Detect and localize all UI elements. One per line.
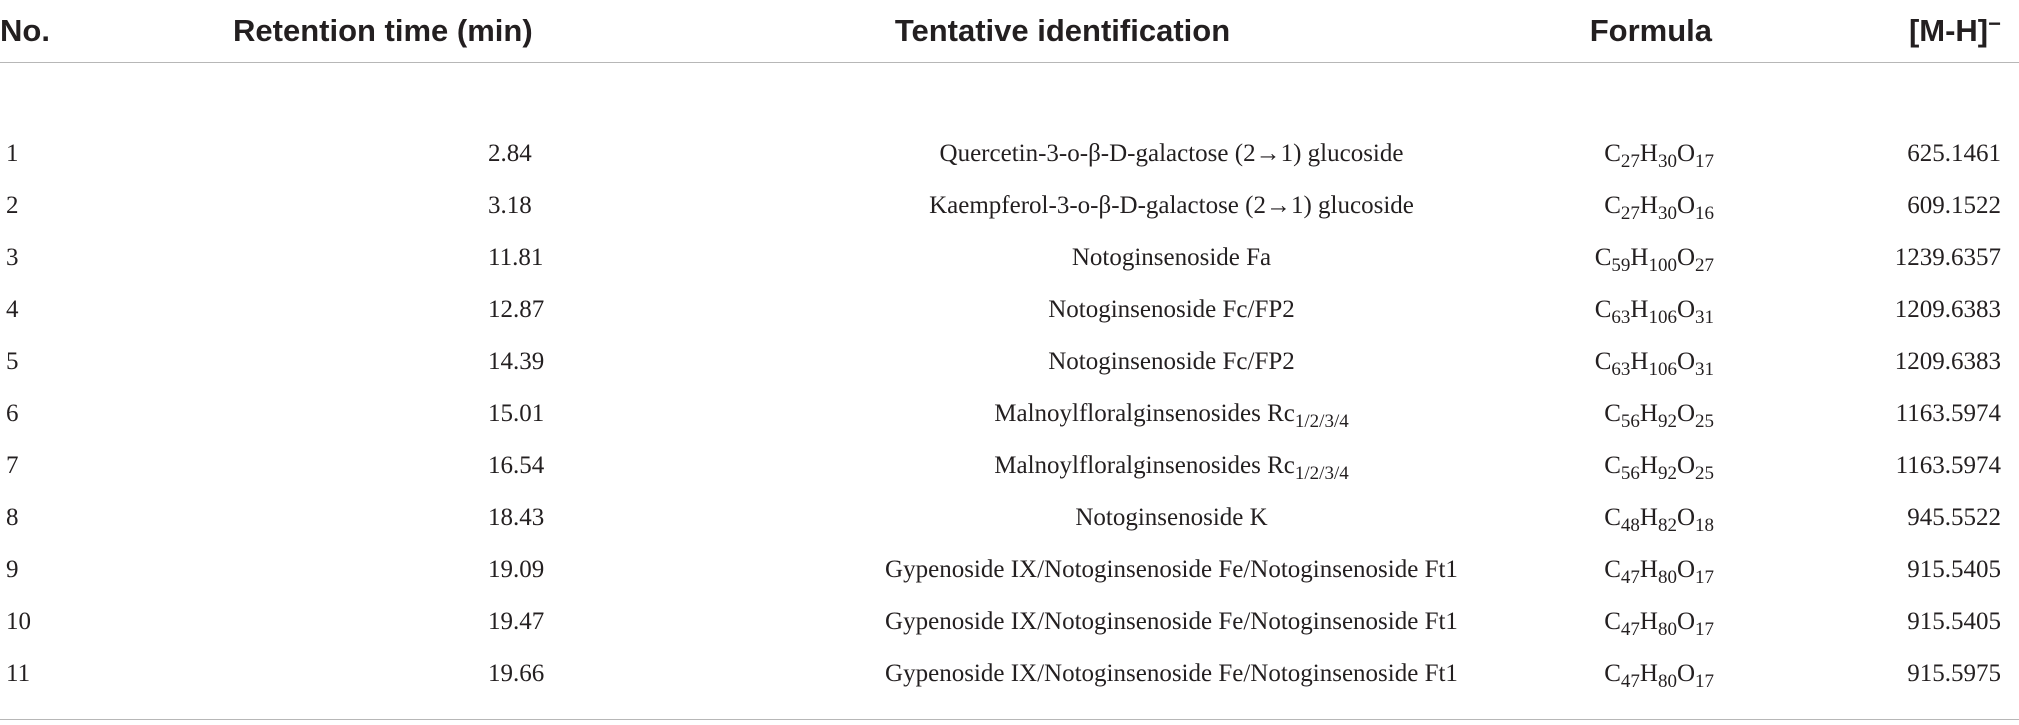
formula-subscript: 31 — [1695, 359, 1714, 380]
cell-retention-time: 11.81 — [488, 244, 544, 271]
cell-identification — [620, 284, 1505, 336]
cell-retention-time: 18.43 — [488, 504, 545, 531]
identification-text: Notoginsenoside K — [1075, 504, 1268, 531]
cell-formula — [1505, 648, 1824, 700]
formula-element: H — [1630, 348, 1649, 375]
cell-retention-time: 19.47 — [488, 608, 545, 635]
formula-element: C — [1604, 608, 1621, 635]
table-row — [0, 128, 2019, 180]
formula-element: C — [1604, 400, 1621, 427]
identification-text: Notoginsenoside Fc/FP2 — [1048, 296, 1295, 323]
identification-subscript: 1/2/3/4 — [1294, 411, 1349, 432]
table-row — [0, 596, 2019, 648]
identification-text: Notoginsenoside Fa — [1071, 244, 1272, 271]
table-bottom-rule — [0, 719, 2019, 720]
formula-subscript: 80 — [1657, 567, 1677, 588]
cell-number: 2 — [6, 192, 19, 219]
formula-element: C — [1594, 296, 1612, 323]
cell-identification — [620, 180, 1505, 232]
formula-element: O — [1676, 244, 1695, 271]
cell-identification — [620, 544, 1505, 596]
formula-subscript: 92 — [1657, 411, 1677, 432]
cell-formula — [1505, 232, 1824, 284]
formula-element: H — [1639, 452, 1658, 479]
formula-subscript: 80 — [1657, 619, 1677, 640]
formula-element: C — [1594, 348, 1612, 375]
cell-mh-value: 945.5522 — [1907, 504, 2001, 531]
cell-identification — [620, 232, 1505, 284]
table-row — [0, 284, 2019, 336]
formula-subscript: 80 — [1657, 671, 1677, 692]
formula-element: O — [1676, 504, 1695, 531]
cell-identification — [620, 336, 1505, 388]
cell-number: 9 — [6, 556, 19, 583]
cell-retention-time: 14.39 — [488, 348, 545, 375]
cell-retention-time: 3.18 — [488, 192, 532, 219]
cell-mh-value: 1239.6357 — [1894, 244, 2001, 271]
formula-subscript: 56 — [1620, 463, 1640, 484]
formula-element: C — [1604, 504, 1621, 531]
cell-mh-value: 1163.5974 — [1895, 452, 2001, 479]
identification-text: Gypenoside IX/Notoginsenoside Fe/Notoginsenoside Ft1 — [885, 556, 1458, 583]
cell-identification — [620, 128, 1505, 180]
formula-element: C — [1604, 556, 1621, 583]
formula-element: O — [1676, 608, 1695, 635]
formula-subscript: 47 — [1620, 567, 1640, 588]
formula-element: H — [1639, 556, 1658, 583]
header-formula: Formula — [1505, 0, 1824, 63]
formula-subscript: 59 — [1611, 255, 1631, 276]
cell-retention-time: 19.09 — [488, 556, 545, 583]
cell-mh-value: 1163.5974 — [1895, 400, 2001, 427]
table-row — [0, 336, 2019, 388]
table-body — [0, 63, 2019, 701]
table-row — [0, 180, 2019, 232]
formula-element: O — [1676, 660, 1695, 687]
formula-element: H — [1639, 400, 1658, 427]
formula-subscript: 92 — [1657, 463, 1677, 484]
formula-element: H — [1639, 660, 1658, 687]
formula-subscript: 82 — [1657, 515, 1677, 536]
cell-identification — [620, 440, 1505, 492]
formula-element: C — [1594, 244, 1612, 271]
formula-subscript: 47 — [1620, 619, 1640, 640]
table-row — [0, 388, 2019, 440]
cell-retention-time: 19.66 — [488, 660, 545, 687]
formula-element: C — [1604, 192, 1621, 219]
cell-formula — [1505, 596, 1824, 648]
cell-retention-time: 2.84 — [488, 140, 532, 167]
cell-mh-value: 625.1461 — [1907, 140, 2001, 167]
cell-formula — [1505, 284, 1824, 336]
identification-text: Gypenoside IX/Notoginsenoside Fe/Notoginsenoside Ft1 — [885, 608, 1458, 635]
formula-subscript: 106 — [1648, 307, 1677, 328]
header-mh — [1824, 0, 2019, 63]
table-header — [0, 0, 2019, 63]
formula-subscript: 18 — [1695, 515, 1714, 536]
header-mh-charge: − — [1988, 11, 2001, 36]
cell-mh-value: 609.1522 — [1907, 192, 2001, 219]
cell-number: 8 — [6, 504, 19, 531]
header-spacer-row — [0, 63, 2019, 129]
formula-element: C — [1604, 140, 1621, 167]
formula-subscript: 100 — [1648, 255, 1677, 276]
formula-element: O — [1676, 192, 1695, 219]
identification-text: Malnoylfloralginsenosides Rc — [994, 452, 1295, 479]
cell-formula — [1505, 128, 1824, 180]
cell-retention-time: 12.87 — [488, 296, 545, 323]
formula-subscript: 16 — [1695, 203, 1714, 224]
table-row — [0, 648, 2019, 700]
cell-formula — [1505, 492, 1824, 544]
table-row — [0, 544, 2019, 596]
identification-text: Malnoylfloralginsenosides Rc — [994, 400, 1295, 427]
formula-subscript: 31 — [1695, 307, 1714, 328]
cell-identification — [620, 388, 1505, 440]
identification-text: Gypenoside IX/Notoginsenoside Fe/Notoginsenoside Ft1 — [885, 660, 1458, 687]
formula-subscript: 17 — [1695, 671, 1714, 692]
formula-element: O — [1676, 556, 1695, 583]
identification-text: Quercetin-3-o-β-D-galactose (2→1) glucoside — [939, 140, 1404, 167]
formula-subscript: 27 — [1695, 255, 1714, 276]
header-mh-label: [M-H] — [1908, 13, 1989, 48]
cell-number: 11 — [6, 660, 31, 687]
formula-element: H — [1639, 504, 1658, 531]
formula-subscript: 27 — [1620, 203, 1640, 224]
formula-subscript: 63 — [1611, 359, 1631, 380]
formula-element: H — [1630, 244, 1649, 271]
formula-subscript: 30 — [1657, 203, 1677, 224]
cell-mh-value: 1209.6383 — [1894, 348, 2001, 375]
formula-element: O — [1676, 296, 1695, 323]
table-row — [0, 492, 2019, 544]
formula-subscript: 27 — [1620, 151, 1640, 172]
cell-mh-value: 915.5975 — [1907, 660, 2001, 687]
formula-subscript: 106 — [1648, 359, 1677, 380]
formula-subscript: 47 — [1620, 671, 1640, 692]
formula-element: O — [1676, 140, 1695, 167]
cell-number: 7 — [6, 452, 19, 479]
cell-formula — [1505, 180, 1824, 232]
formula-element: H — [1639, 608, 1658, 635]
cell-formula — [1505, 336, 1824, 388]
formula-subscript: 17 — [1695, 151, 1714, 172]
cell-formula — [1505, 440, 1824, 492]
cell-identification — [620, 492, 1505, 544]
table-row — [0, 232, 2019, 284]
cell-number: 10 — [6, 608, 31, 635]
header-row — [0, 0, 2019, 63]
formula-subscript: 63 — [1611, 307, 1631, 328]
cell-number: 3 — [6, 244, 19, 271]
cell-number: 1 — [6, 140, 19, 167]
cell-formula — [1505, 544, 1824, 596]
cell-identification — [620, 648, 1505, 700]
formula-element: O — [1676, 400, 1695, 427]
header-no: No. — [0, 0, 120, 63]
cell-mh-value: 1209.6383 — [1894, 296, 2001, 323]
cell-mh-value: 915.5405 — [1907, 608, 2001, 635]
formula-subscript: 17 — [1695, 567, 1714, 588]
formula-element: H — [1639, 140, 1658, 167]
cell-number: 4 — [6, 296, 19, 323]
cell-identification — [620, 596, 1505, 648]
formula-subscript: 25 — [1695, 411, 1714, 432]
formula-element: C — [1604, 660, 1621, 687]
spacer-cell — [0, 63, 2019, 129]
formula-element: C — [1604, 452, 1621, 479]
cell-number: 5 — [6, 348, 19, 375]
cell-retention-time: 16.54 — [488, 452, 545, 479]
identification-text: Kaempferol-3-o-β-D-galactose (2→1) glucoside — [929, 192, 1414, 219]
formula-subscript: 48 — [1620, 515, 1640, 536]
cell-number: 6 — [6, 400, 19, 427]
header-tentative-identification: Tentative identification — [620, 0, 1505, 63]
identification-text: Notoginsenoside Fc/FP2 — [1048, 348, 1295, 375]
formula-subscript: 30 — [1657, 151, 1677, 172]
cell-mh-value: 915.5405 — [1907, 556, 2001, 583]
header-retention-time: Retention time (min) — [120, 0, 620, 63]
formula-element: H — [1630, 296, 1649, 323]
formula-subscript: 17 — [1695, 619, 1714, 640]
formula-element: O — [1676, 452, 1695, 479]
formula-subscript: 25 — [1695, 463, 1714, 484]
formula-subscript: 56 — [1620, 411, 1640, 432]
cell-retention-time: 15.01 — [488, 400, 545, 427]
cell-formula — [1505, 388, 1824, 440]
table-row — [0, 440, 2019, 492]
identification-subscript: 1/2/3/4 — [1294, 463, 1349, 484]
formula-element: H — [1639, 192, 1658, 219]
formula-element: O — [1676, 348, 1695, 375]
